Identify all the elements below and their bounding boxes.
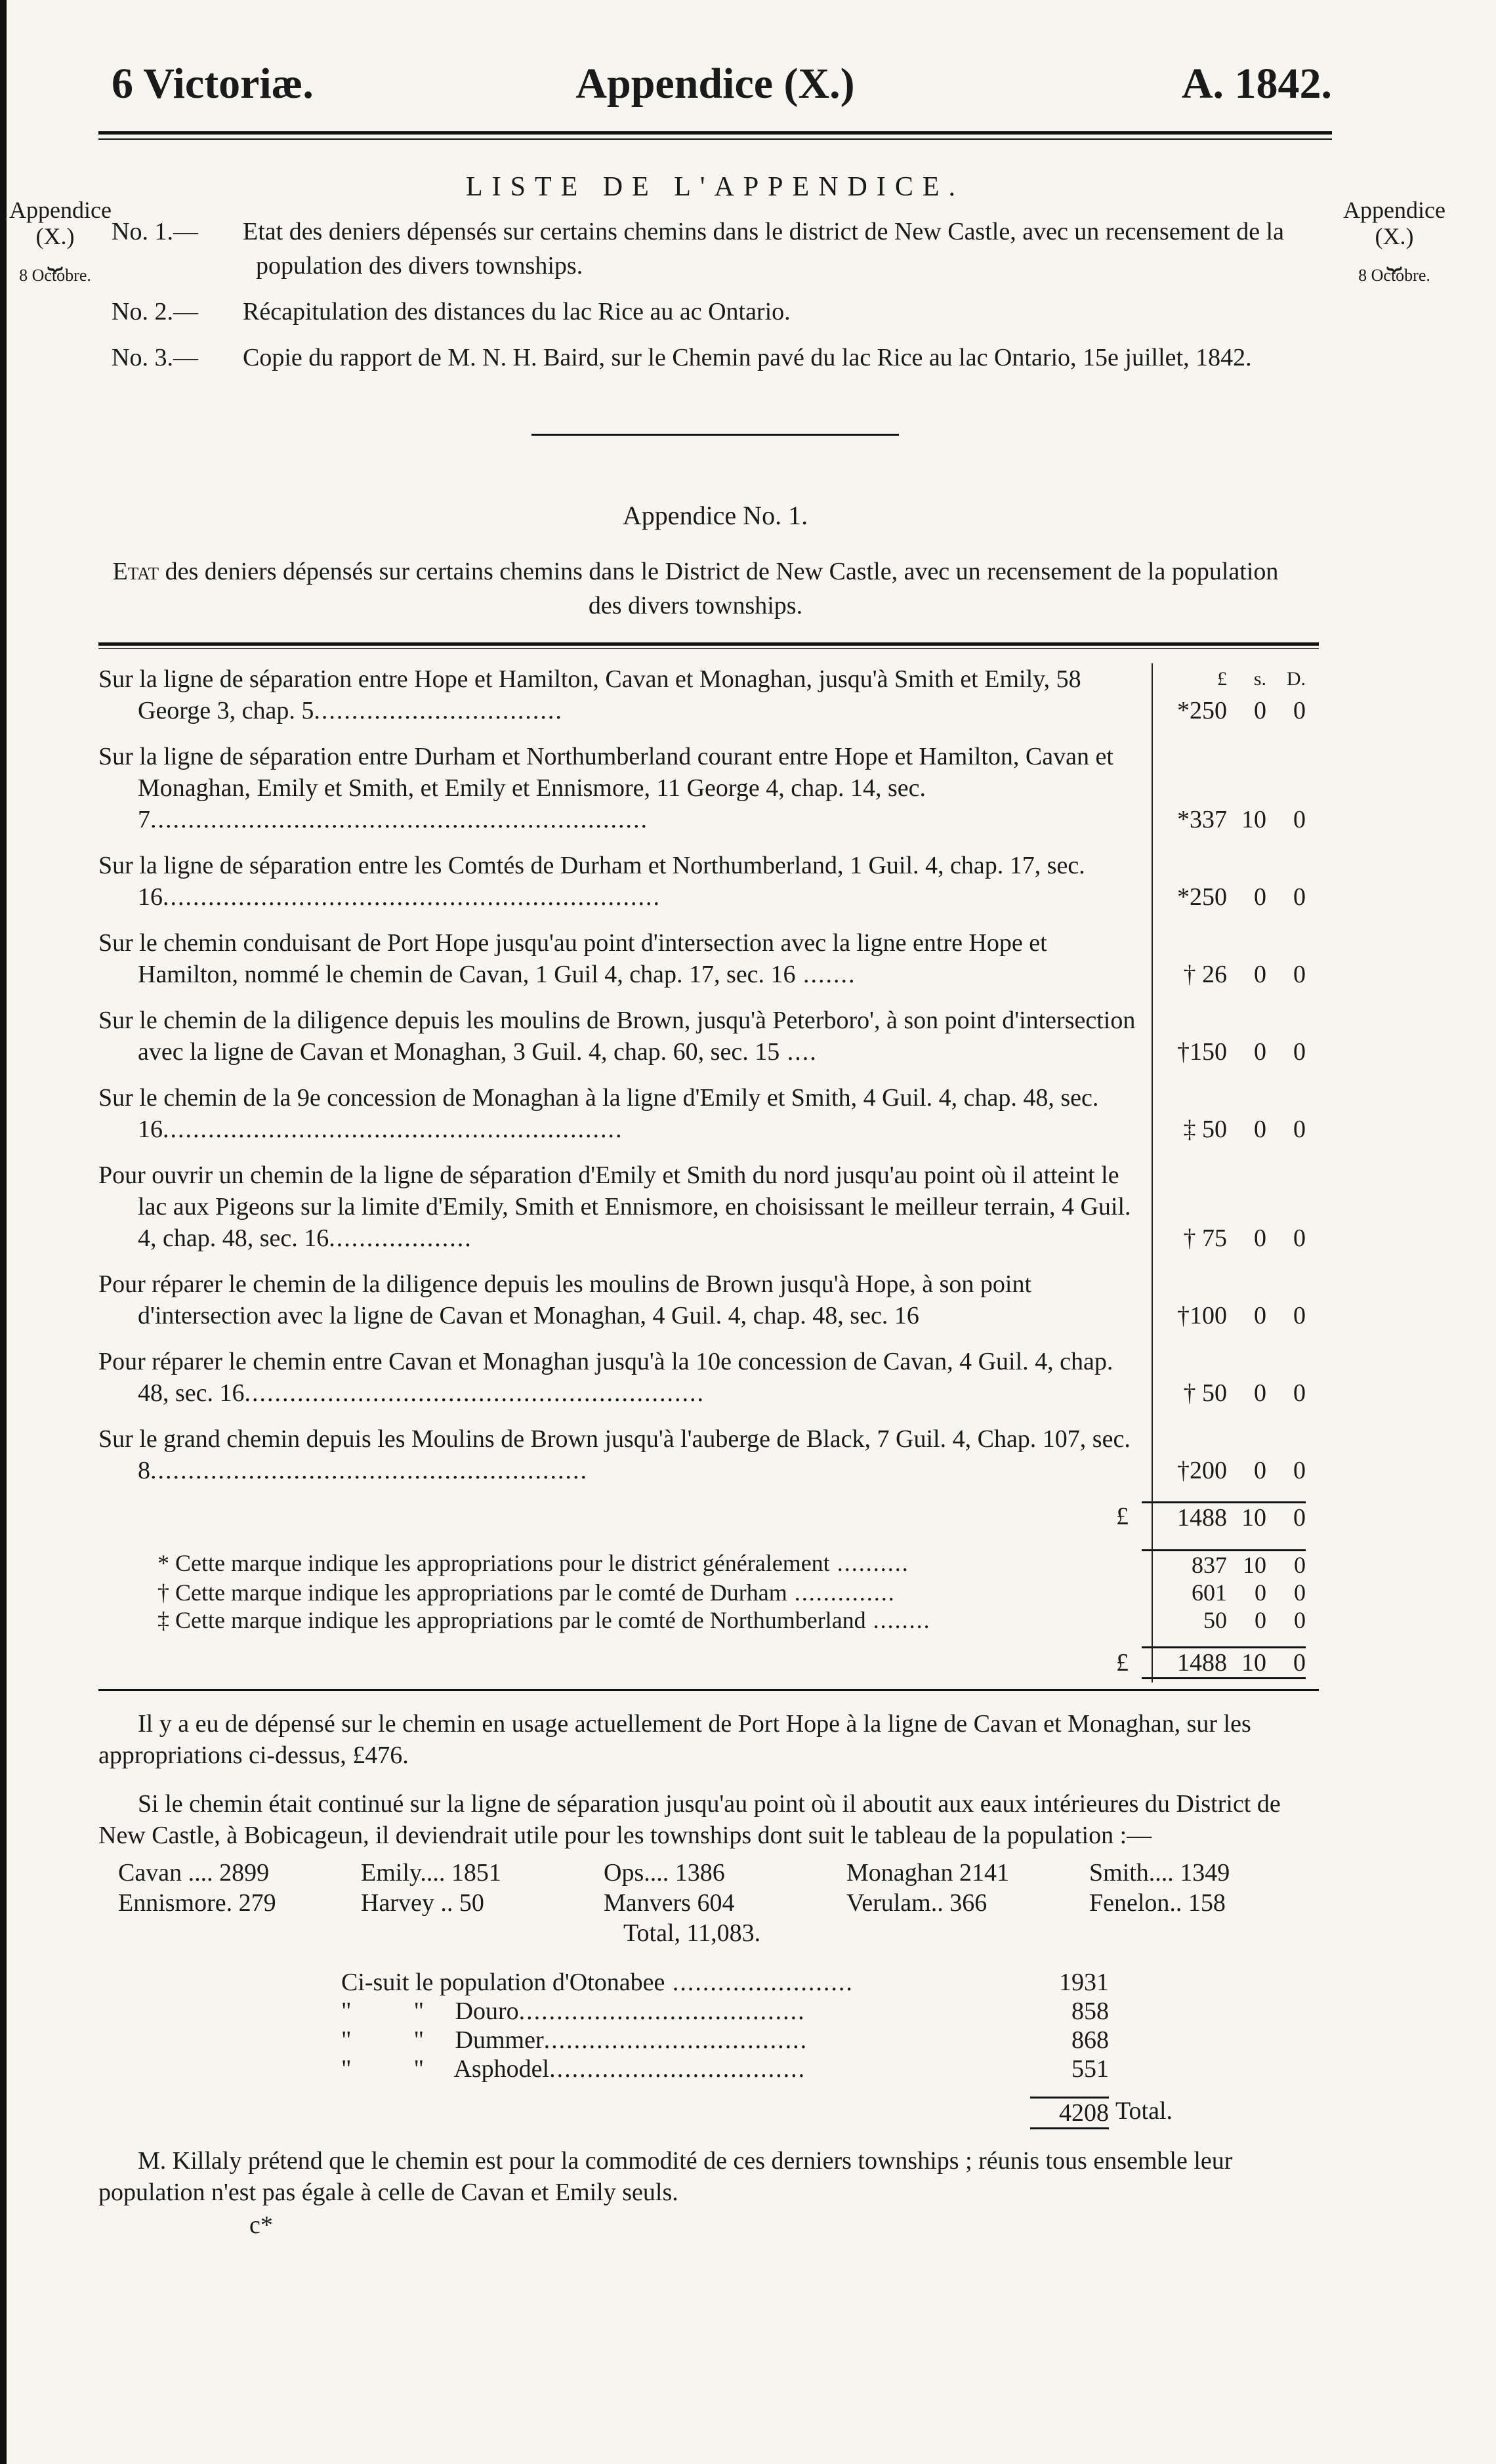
otonabee-row: " " Asphodel.................................. 551 bbox=[341, 2055, 1109, 2083]
otonabee-label: " " Douro bbox=[341, 1997, 519, 2025]
margin-note-right bbox=[1329, 197, 1460, 289]
closing-paragraph: M. Killaly prétend que le chemin est pour la commodité de ces derniers townships ; réunis tous ensemble leur population n'est pas égale à celle de Cavan et Emily seuls. bbox=[98, 2147, 1233, 2206]
table-row bbox=[98, 741, 1319, 835]
toc-number: No. 2.— bbox=[112, 298, 198, 325]
note-row: * Cette marque indique les appropriations pour le district généralement .......... 837 10 0 bbox=[157, 1550, 1306, 1578]
otonabee-row: " " Dummer................................... 868 bbox=[341, 2026, 1109, 2054]
pounds: † 50 bbox=[1183, 1379, 1227, 1407]
pounds: 601 bbox=[1192, 1579, 1227, 1606]
margin-note-date: 8 Octobre. bbox=[1358, 266, 1430, 285]
appendix-description-text: des deniers dépensés sur certains chemins dans le District de New Castle, avec un recensement de la population des divers townships. bbox=[159, 558, 1279, 619]
left-margin-rule bbox=[0, 0, 7, 2464]
subtotal-currency: £ bbox=[1116, 1503, 1129, 1530]
paragraph-population-intro: Si le chemin était continué sur la ligne de séparation jusqu'au point où il aboutit aux eaux intérieures du District de New Castle, à Bobicageun, il deviendrait utile pour les townships dont suit le tableau de la population :— bbox=[98, 1790, 1281, 1849]
paragraph-expenditure: Il y a eu de dépensé sur le chemin en usage actuellement de Port Hope à la ligne de Cavan et Monaghan, sur les appropriations ci-dessus, £476. bbox=[98, 1710, 1251, 1769]
row-description: Sur le chemin de la diligence depuis les moulins de Brown, jusqu'à Peterboro', à son point d'intersection avec la ligne de Cavan et Monaghan, 3 Guil. 4, chap. 60, sec. 15 .... bbox=[98, 1007, 1136, 1066]
note-text: ‡ Cette marque indique les appropriations par le comté de Northumberland bbox=[157, 1607, 866, 1633]
population-table bbox=[98, 1858, 1332, 1918]
population-total: Total, 11,083. bbox=[623, 1919, 761, 1947]
appendix-description bbox=[98, 554, 1293, 623]
otonabee-total bbox=[341, 2097, 1332, 2129]
toc-text: Etat des deniers dépensés sur certains chemins dans le district de New Castle, avec un recensement de la population des divers townships. bbox=[243, 218, 1284, 280]
row-amount bbox=[1142, 1300, 1306, 1331]
table-row bbox=[98, 1159, 1319, 1254]
otonabee-total-label: Total. bbox=[1115, 2097, 1173, 2125]
otonabee-row: " " Douro...................................... 858 bbox=[341, 1997, 1109, 2025]
population-cell: Monaghan 2141 bbox=[846, 1859, 1010, 1887]
shillings: 0 bbox=[1255, 1579, 1266, 1606]
row-amount bbox=[1142, 663, 1306, 726]
otonabee-total-value: 4208 bbox=[1030, 2097, 1109, 2129]
otonabee-value: 868 bbox=[1071, 2026, 1109, 2054]
pence: 0 bbox=[1293, 1649, 1306, 1677]
pence: 0 bbox=[1293, 806, 1306, 833]
header-session: 6 Victoriæ. bbox=[112, 60, 314, 108]
note-text: * Cette marque indique les appropriations pour le district généralement bbox=[157, 1550, 830, 1576]
row-description: Pour réparer le chemin entre Cavan et Monaghan jusqu'à la 10e concession de Cavan, 4 Guil. 4, chap. 48, sec. 16............................................................. bbox=[98, 1348, 1113, 1407]
table-row bbox=[98, 1346, 1319, 1409]
row-amount bbox=[1142, 881, 1306, 913]
toc-item bbox=[98, 341, 1332, 375]
pounds: *250 bbox=[1177, 697, 1227, 724]
shillings: 0 bbox=[1255, 1607, 1266, 1633]
pence: 0 bbox=[1293, 961, 1306, 988]
pounds: †200 bbox=[1177, 1457, 1227, 1484]
row-amount bbox=[1142, 959, 1306, 990]
table-row bbox=[98, 1082, 1319, 1145]
shillings: 0 bbox=[1254, 883, 1266, 911]
pounds: 1488 bbox=[1177, 1649, 1227, 1677]
otonabee-value: 1931 bbox=[1059, 1969, 1109, 1996]
otonabee-row: Ci-suit le population d'Otonabee ........................ 1931 bbox=[341, 1969, 1109, 1996]
pounds: 1488 bbox=[1177, 1503, 1227, 1532]
subtotal-row bbox=[98, 1497, 1319, 1536]
population-row bbox=[118, 1888, 1332, 1918]
shillings: 0 bbox=[1254, 697, 1266, 724]
row-description: Sur le chemin conduisant de Port Hope jusqu'au point d'intersection avec la ligne entre Hope et Hamilton, nommé le chemin de Cavan, 1 Guil 4, chap. 17, sec. 16 ....... bbox=[98, 929, 1047, 988]
population-cell: Ops.... 1386 bbox=[604, 1859, 725, 1887]
pence: 0 bbox=[1293, 697, 1306, 724]
shillings: 0 bbox=[1254, 1457, 1266, 1484]
pence: 0 bbox=[1293, 1038, 1306, 1066]
margin-note-code: (X.) bbox=[35, 223, 75, 249]
otonabee-label: " " Asphodel bbox=[341, 2055, 550, 2083]
margin-note-date: 8 Octobre. bbox=[19, 266, 91, 285]
table-row bbox=[98, 1268, 1319, 1331]
population-cell: Emily.... 1851 bbox=[361, 1859, 501, 1887]
pence: 0 bbox=[1294, 1607, 1306, 1633]
population-cell: Cavan .... 2899 bbox=[118, 1859, 270, 1887]
table-row bbox=[98, 850, 1319, 913]
shillings: 10 bbox=[1241, 1649, 1266, 1677]
shillings: 10 bbox=[1241, 1503, 1266, 1532]
row-description: Sur le chemin de la 9e concession de Monaghan à la ligne d'Emily et Smith, 4 Guil. 4, chap. 48, sec. 16............................................................. bbox=[98, 1084, 1099, 1143]
margin-note-left bbox=[9, 197, 112, 289]
document-page bbox=[98, 52, 1332, 2240]
table-column-rule bbox=[1152, 663, 1153, 1682]
signature-mark: c* bbox=[249, 2211, 273, 2239]
population-row bbox=[118, 1858, 1332, 1888]
shillings: 0 bbox=[1254, 1038, 1266, 1066]
otonabee-label: Ci-suit le population d'Otonabee bbox=[341, 1969, 665, 1996]
pence: 0 bbox=[1293, 1116, 1306, 1143]
table-top-rule bbox=[98, 642, 1319, 649]
shillings: 0 bbox=[1254, 1302, 1266, 1329]
toc-text: Récapitulation des distances du lac Rice au ac Ontario. bbox=[243, 298, 791, 325]
shillings: 0 bbox=[1254, 961, 1266, 988]
table-row bbox=[98, 927, 1319, 990]
total-currency: £ bbox=[1116, 1649, 1129, 1677]
pounds: †150 bbox=[1177, 1038, 1227, 1066]
toc-number: No. 3.— bbox=[112, 344, 198, 371]
note-row: ‡ Cette marque indique les appropriations par le comté de Northumberland ........ 50 0 0 bbox=[157, 1607, 1306, 1633]
pence: 0 bbox=[1293, 883, 1306, 911]
shillings: 10 bbox=[1241, 806, 1266, 833]
header-year: A. 1842. bbox=[1181, 60, 1332, 108]
row-amount bbox=[1142, 1114, 1306, 1145]
toc-item bbox=[98, 215, 1332, 283]
pence: 0 bbox=[1294, 1579, 1306, 1606]
pence: 0 bbox=[1293, 1302, 1306, 1329]
appropriation-notes bbox=[98, 1549, 1319, 1634]
appendix-title: Appendice No. 1. bbox=[622, 501, 808, 530]
pence: 0 bbox=[1293, 1457, 1306, 1484]
table-bottom-rule bbox=[98, 1689, 1319, 1691]
note-text: † Cette marque indique les appropriations par le comté de Durham bbox=[157, 1579, 787, 1606]
margin-note-label: Appendice bbox=[1343, 197, 1445, 223]
pence: 0 bbox=[1293, 1379, 1306, 1407]
row-description: Sur la ligne de séparation entre Durham et Northumberland courant entre Hope et Hamilton, Cavan et Monaghan, Emily et Smith, et Emily et Ennismore, 11 George 4, chap. 14, sec. 7.................................................................. bbox=[98, 743, 1113, 833]
pounds: ‡ 50 bbox=[1183, 1116, 1227, 1143]
section-divider bbox=[531, 434, 899, 436]
appendix-description-lead: Etat bbox=[112, 558, 159, 585]
pounds: † 26 bbox=[1183, 961, 1227, 988]
pence: 0 bbox=[1293, 1224, 1306, 1252]
row-description: Pour réparer le chemin de la diligence depuis les moulins de Brown jusqu'à Hope, à son point d'intersection avec la ligne de Cavan et Monaghan, 4 Guil. 4, chap. 48, sec. 16 bbox=[98, 1270, 1032, 1329]
population-cell: Ennismore. 279 bbox=[118, 1889, 276, 1917]
toc-number: No. 1.— bbox=[112, 218, 198, 245]
row-amount bbox=[1142, 1455, 1306, 1486]
row-amount bbox=[1142, 1036, 1306, 1068]
population-cell: Manvers 604 bbox=[604, 1889, 735, 1917]
pence: 0 bbox=[1293, 1503, 1306, 1532]
row-amount bbox=[1142, 804, 1306, 835]
note-row: † Cette marque indique les appropriations par le comté de Durham .............. 601 0 0 bbox=[157, 1579, 1306, 1606]
row-description: Sur la ligne de séparation entre les Comtés de Durham et Northumberland, 1 Guil. 4, chap. 17, sec. 16.................................................................. bbox=[98, 852, 1085, 911]
lsd-header: £ s. D. bbox=[1217, 668, 1306, 690]
pounds: †100 bbox=[1177, 1302, 1227, 1329]
pounds: 837 bbox=[1192, 1552, 1227, 1578]
population-cell: Verulam.. 366 bbox=[846, 1889, 987, 1917]
otonabee-value: 551 bbox=[1071, 2055, 1109, 2083]
population-cell: Smith.... 1349 bbox=[1089, 1859, 1230, 1887]
table-row bbox=[98, 663, 1319, 726]
row-description: Sur la ligne de séparation entre Hope et Hamilton, Cavan et Monaghan, jusqu'à Smith et Emily, 58 George 3, chap. 5................................. bbox=[98, 665, 1081, 724]
margin-note-code: (X.) bbox=[1375, 223, 1414, 249]
running-header bbox=[98, 52, 1332, 125]
population-cell: Fenelon.. 158 bbox=[1089, 1889, 1226, 1917]
pounds: *337 bbox=[1177, 806, 1227, 833]
pounds: *250 bbox=[1177, 883, 1227, 911]
row-amount bbox=[1142, 1377, 1306, 1409]
row-description: Sur le grand chemin depuis les Moulins de Brown jusqu'à l'auberge de Black, 7 Guil. 4, Chap. 107, sec. 8.......................................................... bbox=[98, 1425, 1131, 1484]
shillings: 0 bbox=[1254, 1379, 1266, 1407]
total-row bbox=[98, 1643, 1319, 1682]
margin-note-label: Appendice bbox=[9, 197, 112, 223]
header-appendix: Appendice (X.) bbox=[575, 60, 855, 108]
header-rule bbox=[98, 131, 1332, 140]
otonabee-population bbox=[98, 1968, 1332, 2129]
brace-icon: ⏟ bbox=[47, 241, 63, 270]
pounds: † 75 bbox=[1183, 1224, 1227, 1252]
table-row bbox=[98, 1423, 1319, 1486]
row-description: Pour ouvrir un chemin de la ligne de séparation d'Emily et Smith du nord jusqu'au point où il atteint le lac aux Pigeons sur la limite d'Emily, Smith et Ennismore, en choisissant le meilleur terrain, 4 Guil. 4, chap. 48, sec. 16................... bbox=[98, 1161, 1131, 1252]
brace-icon: ⏟ bbox=[1386, 241, 1402, 270]
shillings: 0 bbox=[1254, 1224, 1266, 1252]
table-row bbox=[98, 1005, 1319, 1068]
row-amount bbox=[1142, 1222, 1306, 1254]
shillings: 0 bbox=[1254, 1116, 1266, 1143]
toc-text: Copie du rapport de M. N. H. Baird, sur le Chemin pavé du lac Rice au lac Ontario, 15e juillet, 1842. bbox=[243, 344, 1252, 371]
pence: 0 bbox=[1294, 1552, 1306, 1578]
population-cell: Harvey .. 50 bbox=[361, 1889, 484, 1917]
otonabee-label: " " Dummer bbox=[341, 2026, 544, 2054]
pounds: 50 bbox=[1203, 1607, 1227, 1633]
otonabee-value: 858 bbox=[1071, 1997, 1109, 2025]
liste-title: LISTE DE L'APPENDICE. bbox=[465, 172, 965, 202]
shillings: 10 bbox=[1243, 1552, 1266, 1578]
expenditure-table bbox=[98, 663, 1319, 1682]
toc-item bbox=[98, 295, 1332, 329]
